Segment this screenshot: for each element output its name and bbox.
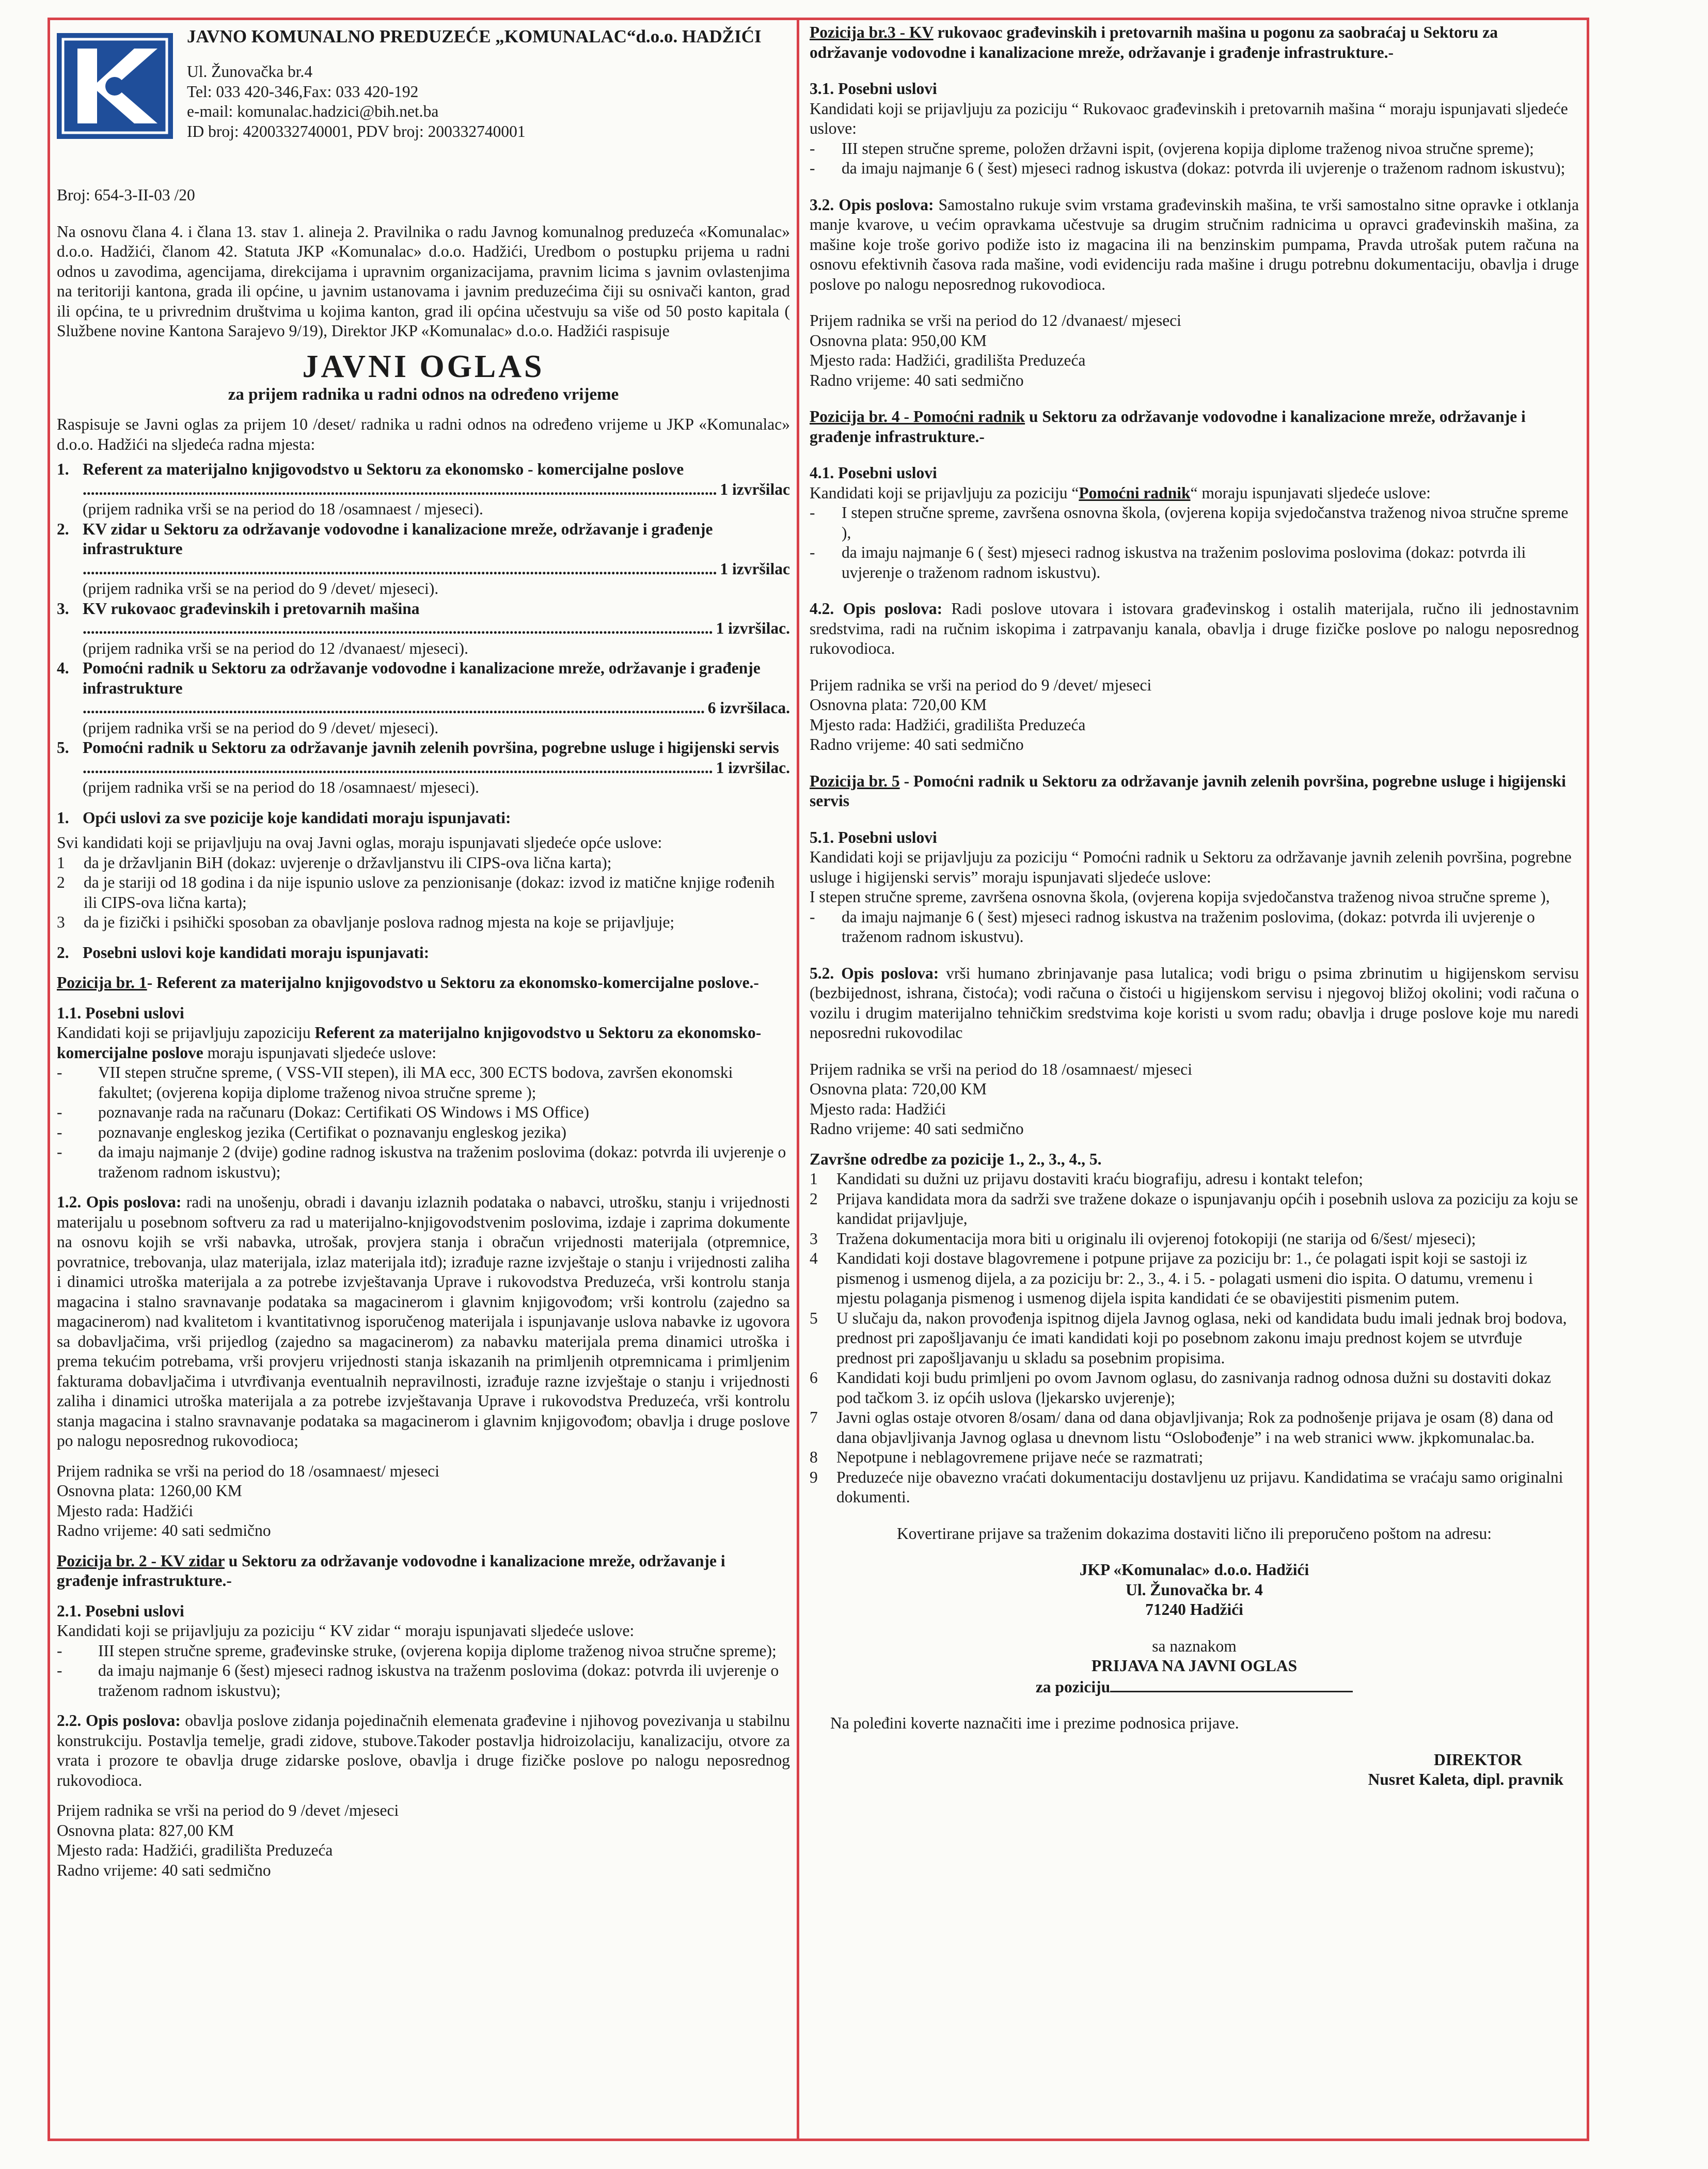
position-period: (prijem radnika vrši se na period do 9 /devet/ mjeseci). — [83, 718, 439, 737]
position-3-conditions-lead: Kandidati koji se prijavljuju za poziciju “ Rukovaoc građevinskih i pretovarnih mašina “ moraju ispunjavati sljedeće uslove: — [810, 99, 1568, 137]
position-count: 1 izvršilac. — [716, 619, 790, 637]
position-2-conditions-lead: Kandidati koji se prijavljuju za poziciju “ KV zidar “ moraju ispunjavati sljedeće uslove: — [57, 1622, 635, 1640]
list-item: - da imaju najmanje 6 ( šest) mjeseci radnog iskustva (dokaz: potvrda ili uvjerenje o traženom radnom iskustvu); — [810, 159, 1565, 177]
position-fill-line: za poziciju — [810, 1676, 1579, 1698]
position-3-conditions-list — [810, 139, 1579, 179]
general-conditions-lead: Svi kandidati koji se prijavljuju na ovaj Javni oglas, moraju ispunjavati sljedeće opće uslove: — [57, 834, 662, 852]
document-number: Broj: 654-3-II-03 /20 — [57, 186, 195, 204]
list-item: - poznavanje engleskog jezika (Certifikat o poznavanju engleskog jezika) — [57, 1123, 567, 1141]
position-title: KV zidar u Sektoru za održavanje vodovodne i kanalizacione mreže, održavanje i građenje infrastrukture — [83, 520, 713, 558]
position-1-heading: Pozicija br. 1- Referent za materijalno knjigovodstvo u Sektoru za ekonomsko-komercijalne poslove.- — [57, 973, 759, 992]
address-line-3: 71240 Hadžići — [1145, 1600, 1243, 1618]
position-title: KV rukovaoc građevinskih i pretovarnih mašina — [83, 599, 420, 618]
position-3-heading: Pozicija br.3 - KV rukovaoc građevinskih i pretovarnih mašina u pogonu za saobraćaj u Sektoru za održavanje vodovodne i kanalizacione mreže, održavanje i građenje infrastrukture.- — [810, 23, 1498, 61]
lead-paragraph: Raspisuje se Javni oglas za prijem 10 /deset/ radnika u radni odnos na određeno vrijeme u JKP «Komunalac» d.o.o. Hadžići na sljedeća radna mjesta: — [57, 415, 790, 453]
position-5-conditions-heading: 5.1. Posebni uslovi — [810, 828, 937, 846]
list-item: - III stepen stručne spreme, građevinske struke, (ovjerena kopija diplome traženog nivoa stručne spreme); — [57, 1641, 777, 1660]
position-1-description: 1.2. Opis poslova: radi na unošenju, obradi i davanju izlaznih podataka o nabavci, utrošku, stanju i vrijednosti materijalu u posebnom softveru za rad u materijalno-knjigovodstvenim poslovima, izdaje i zaprima dokumente na osnovu kojih se vrši nabavka, utrošak, provjera stanja i obračun vrijednosti materijala (otpremnice, povratnice, trebovanja, ulaz materijala, izlaz materijala itd); izrađuje razne izvještaje o stanju i vrijednosti zaliha i dinamici utroška materijala a za potrebe izvještavanja Uprave i rukovodstva Preduzeća, vrši kontrolu stanja magacina i stalno sravnavanje podataka sa magacinerom i glavnim knjigovođom; vrši kontrolu (zajedno sa magacinerom) nad kvalitetom i kvantitativnog isporučenog materijala i ispunjavanje uslova nabavke iz ugovora sa dobavljačima, vrši prijedlog (zajedno sa magacinerom) za nabavku materijala prema dinamici utroška i prema tekućim potrebama, vrši provjeru vrijednosti stanja iskazanih na primljenih otpremnicama i primljenim fakturama dobavljačima i utvrđivanja eventualnih nepravilnosti, izrađuje razne izvještaje o stanju i vrijednosti zaliha i dinamici utroška materijala a za potrebe izvještavanja Uprave i rukovodstva Preduzeća, vrši kontrolu stanja magacina i stalno sravnavanje podataka sa magacinerom i glavnim knjigovođom; obavlja i druge poslove po nalogu neposrednog rukovodioca; — [57, 1193, 790, 1450]
position-2-conditions-list — [57, 1641, 790, 1701]
list-item: 7 Javni oglas ostaje otvoren 8/osam/ dana od dana objavljivanja; Rok za podnošenje prijava je osam (8) dana od dana objavljivanja Javnog oglasa u dnevnom listu “Oslobođenje” i na web stranici www. jkpkomunalac.ba. — [810, 1408, 1554, 1447]
list-item: 1 Kandidati su dužni uz prijavu dostaviti kraću biografiju, adresu i kontakt telefon; — [810, 1170, 1363, 1188]
list-item: - III stepen stručne spreme, položen državni ispit, (ovjerena kopija diplome traženog nivoa stručne spreme); — [810, 139, 1534, 158]
director-name: Nusret Kaleta, dipl. pravnik — [1368, 1770, 1563, 1788]
position-item: 4. Pomoćni radnik u Sektoru za održavanje vodovodne i kanalizacione mreže, održavanje i građenje infrastrukture ..... 6 izvršilaca. (prijem radnika vrši se na period do 9 /devet/ mjeseci). — [57, 658, 790, 738]
position-2-info: Prijem radnika se vrši na period do 9 /devet /mjeseci Osnovna plata: 827,00 KM Mjesto rada: Hadžići, gradilišta Preduzeća Radno vrijeme: 40 sati sedmično — [57, 1801, 399, 1879]
list-item: - VII stepen stručne spreme, ( VSS-VII stepen), ili MA ecc, 300 ECTS bodova, završen ekonomski fakultet; (ovjerena kopija diplome traženog nivoa stručne spreme ); — [57, 1063, 733, 1102]
position-3-description: 3.2. Opis poslova: Samostalno rukuje svim vrstama građevinskih mašina, te vrši samostalno sitne opravke i otklanja manje kvarove, u većim opravkama učestvuje sa drugim stručnim radnicima u opravci građevinskih mašina, za mašine koje troše gorivo podiže isto iz magacina ili na benzinskim pumpama, Pravda utrošak putem računa na osnovu efektivnih časova rada mašine, vodi evidenciju rada mašine i drugu potrebnu dokumentaciju, obavlja i druge poslove po nalogu neposrednog rukovodioca. — [810, 195, 1579, 293]
position-item: 2. KV zidar u Sektoru za održavanje vodovodne i kanalizacione mreže, održavanje i građenje infrastrukture ..... 1 izvršilac (prijem radnika vrši se na period do 9 /devet/ mjeseci). — [57, 520, 790, 599]
list-item: - da imaju najmanje 2 (dvije) godine radnog iskustva na traženim poslovima (dokaz: potvrda ili uvjerenje o traženom radnom iskustvu); — [57, 1143, 786, 1181]
address-line-1: JKP «Komunalac» d.o.o. Hadžići — [1079, 1561, 1309, 1579]
org-address: Ul. Žunovačka br.4 — [187, 62, 313, 81]
list-item: - da imaju najmanje 6 ( šest) mjeseci radnog iskustva na traženim poslovima, (dokaz: potvrda ili uvjerenje o traženom radnom iskustvu). — [810, 907, 1535, 946]
list-item: - poznavanje rada na računaru (Dokaz: Certifikati OS Windows i MS Office) — [57, 1103, 590, 1121]
final-provisions-heading: Završne odredbe za pozicije 1., 2., 3., 4., 5. — [810, 1150, 1102, 1168]
position-period: (prijem radnika vrši se na period do 12 /dvanaest/ mjeseci). — [83, 639, 469, 657]
list-item: - I stepen stručne spreme, završena osnovna škola, (ovjerena kopija svjedočanstva traženog nivoa stručne spreme ), — [810, 504, 1569, 542]
position-item: 5. Pomoćni radnik u Sektoru za održavanje javnih zelenih površina, pogrebne usluge i higijenski servis ..... 1 izvršilac. (prijem radnika vrši se na period do 18 /osamnaest/ mjeseci). — [57, 738, 790, 798]
blank-line — [1110, 1676, 1353, 1692]
list-item: - da imaju najmanje 6 ( šest) mjeseci radnog iskustva na traženim poslovima poslovima (dokaz: potvrda ili uvjerenje o traženom radnom iskustvu). — [810, 543, 1526, 581]
position-4-heading: Pozicija br. 4 - Pomoćni radnik u Sektoru za održavanje vodovodne i kanalizacione mreže, održavanje i građenje infrastrukture.- — [810, 407, 1526, 446]
positions-list — [57, 460, 790, 798]
position-5-conditions-list — [810, 907, 1579, 947]
list-item: 2 da je stariji od 18 godina i da nije ispunio uslove za penzionisanje (dokaz: izvod iz matične knjige rođenih ili CIPS-ova lična karta); — [57, 873, 775, 911]
position-5-condition-first: I stepen stručne spreme, završena osnovna škola, (ovjerena kopija svjedočanstva traženog nivoa stručne spreme ), — [810, 888, 1550, 906]
position-title: Pomoćni radnik u Sektoru za održavanje javnih zelenih površina, pogrebne usluge i higijenski servis — [83, 738, 779, 757]
org-id: ID broj: 4200332740001, PDV broj: 200332740001 — [187, 122, 526, 140]
page-subtitle: za prijem radnika u radni odnos na određeno vrijeme — [228, 385, 619, 404]
general-conditions-heading: 1. Opći uslovi za sve pozicije koje kandidati moraju ispunjavati: — [57, 808, 511, 827]
position-2-heading: Pozicija br. 2 - KV zidar u Sektoru za održavanje vodovodne i kanalizacione mreže, održavanje i građenje infrastrukture.- — [57, 1551, 725, 1590]
position-item: 1. Referent za materijalno knjigovodstvo u Sektoru za ekonomsko - komercijalne poslove ..... 1 izvršilac (prijem radnika vrši se na period do 18 /osamnaest / mjeseci). — [57, 460, 790, 520]
position-count: 1 izvršilac — [720, 559, 790, 578]
position-4-conditions-heading: 4.1. Posebni uslovi — [810, 464, 937, 482]
list-item: 6 Kandidati koji budu primljeni po ovom Javnom oglasu, do zasnivanja radnog odnosa dužni su dostaviti dokaz pod tačkom 3. iz općih uslova (ljekarsko uvjerenje); — [810, 1369, 1552, 1407]
right-column — [810, 23, 1579, 1790]
position-1-info: Prijem radnika se vrši na period do 18 /osamnaest/ mjeseci Osnovna plata: 1260,00 KM Mjesto rada: Hadžići Radno vrijeme: 40 sati sedmično — [57, 1461, 439, 1539]
left-column — [57, 23, 790, 1880]
org-email: e-mail: komunalac.hadzici@bih.net.ba — [187, 102, 439, 120]
organization-name: JAVNO KOMUNALNO PREDUZEĆE „KOMUNALAC“d.o.o. HADŽIĆI — [187, 26, 762, 46]
position-period: (prijem radnika vrši se na period do 18 /osamnaest/ mjeseci). — [83, 778, 480, 796]
list-item: 8 Nepotpune i neblagovremene prijave neće se razmatrati; — [810, 1448, 1204, 1466]
position-4-info: Prijem radnika se vrši na period do 9 /devet/ mjeseci Osnovna plata: 720,00 KM Mjesto rada: Hadžići, gradilišta Preduzeća Radno vrijeme: 40 sati sedmično — [810, 675, 1152, 753]
general-conditions-list — [57, 853, 790, 933]
position-5-info: Prijem radnika se vrši na period do 18 /osamnaest/ mjeseci Osnovna plata: 720,00 KM Mjesto rada: Hadžići Radno vrijeme: 40 sati sedmično — [810, 1060, 1192, 1138]
envelope-back-note: Na poleđini koverte naznačiti ime i prezime podnosica prijave. — [830, 1714, 1239, 1732]
envelope-mark: PRIJAVA NA JAVNI OGLAS — [1091, 1657, 1298, 1675]
position-1-conditions-lead: Kandidati koji se prijavljuju zapoziciju Referent za materijalno knjigovodstvo u Sektoru za ekonomsko-komercijalne poslove moraju ispunjavati sljedeće uslove: — [57, 1024, 762, 1062]
list-item: 3 da je fizički i psihički sposoban za obavljanje poslova radnog mjesta na koje se prijavljuje; — [57, 913, 675, 931]
position-5-description: 5.2. Opis poslova: vrši humano zbrinjavanje pasa lutalica; vodi brigu o psima zbrinutim u higijenskom servisu (bezbijednost, ishrana, čistoća); vodi računa o čistoći u higijenskom servisu i njegovoj bližoj okolini; vodi računa o vozilu i drugim materijalno tehničkim sredstvima koje koristi u svom radu; obavlja i druge poslove koje mu naredi neposredni rukovodilac — [810, 964, 1579, 1042]
position-5-heading: Pozicija br. 5 - Pomoćni radnik u Sektoru za održavanje javnih zelenih površina, pogrebne usluge i higijenski servis — [810, 772, 1566, 810]
position-4-conditions-list — [810, 503, 1579, 583]
position-4-conditions-lead: Kandidati koji se prijavljuju za poziciju “Pomoćni radnik“ moraju ispunjavati sljedeće uslove: — [810, 483, 1431, 502]
position-3-conditions-heading: 3.1. Posebni uslovi — [810, 80, 937, 98]
special-conditions-heading: 2. Posebni uslovi koje kandidati moraju ispunjavati: — [57, 943, 430, 962]
position-2-description: 2.2. Opis poslova: obavlja poslove zidanja pojedinačnih elemenata građevine i njihovog povezivanja u stabilnu konstrukciju. Postavlja temelje, gradi zidove, stubove.Takoder postavlja hidroizolaciju, kanalizaciju, otvore za vrata i prozore te obavlja druge zidarske poslove, obavlja i druge fizičke poslove po nalogu neposrednog rukovodioca. — [57, 1711, 790, 1789]
address-line-2: Ul. Žunovačka br. 4 — [1126, 1580, 1263, 1599]
position-4-description: 4.2. Opis poslova: Radi poslove utovara i istovara građevinskog i ostalih materijala, ručno ili jednostavnim sredstvima, radi na ručnim iskopima i zatrpavanju kanala, obavlja i druge fizičke poslove po nalogu neposrednog rukovodioca. — [810, 600, 1579, 657]
position-2-conditions-heading: 2.1. Posebni uslovi — [57, 1601, 184, 1620]
column-divider — [797, 18, 799, 2141]
envelope-mark-label: sa naznakom — [1152, 1637, 1237, 1655]
list-item: 1 da je državljanin BiH (dokaz: uvjerenje o državljanstvu ili CIPS-ova lična karta); — [57, 853, 612, 872]
submission-instructions: Kovertirane prijave sa traženim dokazima dostaviti lično ili preporučeno poštom na adresu: — [897, 1524, 1492, 1543]
list-item: 4 Kandidati koji dostave blagovremene i potpune prijave za poziciju br: 1., će polagati ispit koji se sastoji iz pismenog i usmenog dijela, a za poziciju br: 2., 3., 4. i 5. - polagati usmeni dio ispita. O datumu, vremenu i mjestu polaganja pismenog i usmenog dijela ispita kandidati će se obavijestiti pismenim putem. — [810, 1249, 1533, 1307]
position-count: 6 izvršilaca. — [707, 699, 790, 717]
director-title: DIREKTOR — [1434, 1750, 1522, 1769]
position-title: Referent za materijalno knjigovodstvo u Sektoru za ekonomsko - komercijalne poslove — [83, 460, 684, 478]
final-provisions-list — [810, 1169, 1579, 1507]
position-item: 3. KV rukovaoc građevinskih i pretovarnih mašina ..... 1 izvršilac. (prijem radnika vrši se na period do 12 /dvanaest/ mjeseci). — [57, 599, 790, 659]
position-count: 1 izvršilac — [720, 480, 790, 498]
position-title: Pomoćni radnik u Sektoru za održavanje vodovodne i kanalizacione mreže, održavanje i građenje infrastrukture — [83, 659, 761, 697]
position-1-conditions-list — [57, 1063, 790, 1182]
list-item: - da imaju najmanje 6 (šest) mjeseci radnog iskustva na traženm poslovima (dokaz: potvrda ili uvjerenje o traženom radnom iskustvu); — [57, 1661, 779, 1700]
position-3-info: Prijem radnika se vrši na period do 12 /dvanaest/ mjeseci Osnovna plata: 950,00 KM Mjesto rada: Hadžići, gradilišta Preduzeća Radno vrijeme: 40 sati sedmično — [810, 311, 1181, 389]
position-count: 1 izvršilac. — [716, 758, 790, 777]
list-item: 2 Prijava kandidata mora da sadrži sve tražene dokaze o ispunjavanju općih i posebnih uslova za poziciju za koju se kandidat prijavljuje, — [810, 1189, 1578, 1228]
letterhead — [57, 23, 790, 185]
list-item: 5 U slučaju da, nakon provođenja ispitnog dijela Javnog oglasa, neki od kandidata budu imali jednak broj bodova, prednost pri zapošljavanju će imati kandidati koji po posebnom zakonu imaju prednost kojem se utvrđuje prednost pri zapošljavanju u skladu sa posebnim propisima. — [810, 1309, 1567, 1367]
list-item: 3 Tražena dokumentacija mora biti u originalu ili ovjerenoj fotokopiji (ne starija od 6/šest/ mjeseci); — [810, 1229, 1476, 1248]
org-phone: Tel: 033 420-346,Fax: 033 420-192 — [187, 82, 419, 101]
position-1-conditions-heading: 1.1. Posebni uslovi — [57, 1003, 184, 1022]
position-5-conditions-lead: Kandidati koji se prijavljuju za poziciju “ Pomoćni radnik u Sektoru za održavanje javnih zelenih površina, pogrebne usluge i higijenski servis” moraju ispunjavati sljedeće uslove: — [810, 848, 1572, 886]
intro-paragraph: Na osnovu člana 4. i člana 13. stav 1. alineja 2. Pravilnika o radu Javnog komunalnog preduzeća «Komunalac» d.o.o. Hadžići, članom 42. Statuta JKP «Komunalac» d.o.o. Hadžići, Uredbom o postupku prijema u radni odnos u zavodima, agencijama, direkcijama i upravnim organizacijama, pravnim licima s javnim ovlastenjima na teritoriji kantona, grada ili općine, u javnim ustanovama i javnim preduzećima čiji su osnivači kanton, grad ili općina, te u privrednim društvima u kojima kanton, grad ili općina učestvuju sa više od 50 posto kapitala ( Službene novine Kantona Sarajevo 9/19), Direktor JKP «Komunalac» d.o.o. Hadžići raspisuje — [57, 222, 790, 340]
komunalac-k-logo — [57, 33, 173, 139]
position-period: (prijem radnika vrši se na period do 18 /osamnaest / mjeseci). — [83, 500, 483, 518]
page-title: JAVNI OGLAS — [302, 349, 545, 384]
position-period: (prijem radnika vrši se na period do 9 /devet/ mjeseci). — [83, 579, 439, 598]
list-item: 9 Preduzeće nije obavezno vraćati dokumentaciju dostavljenu uz prijavu. Kandidatima se vraćaju samo originalni dokumenti. — [810, 1468, 1563, 1506]
